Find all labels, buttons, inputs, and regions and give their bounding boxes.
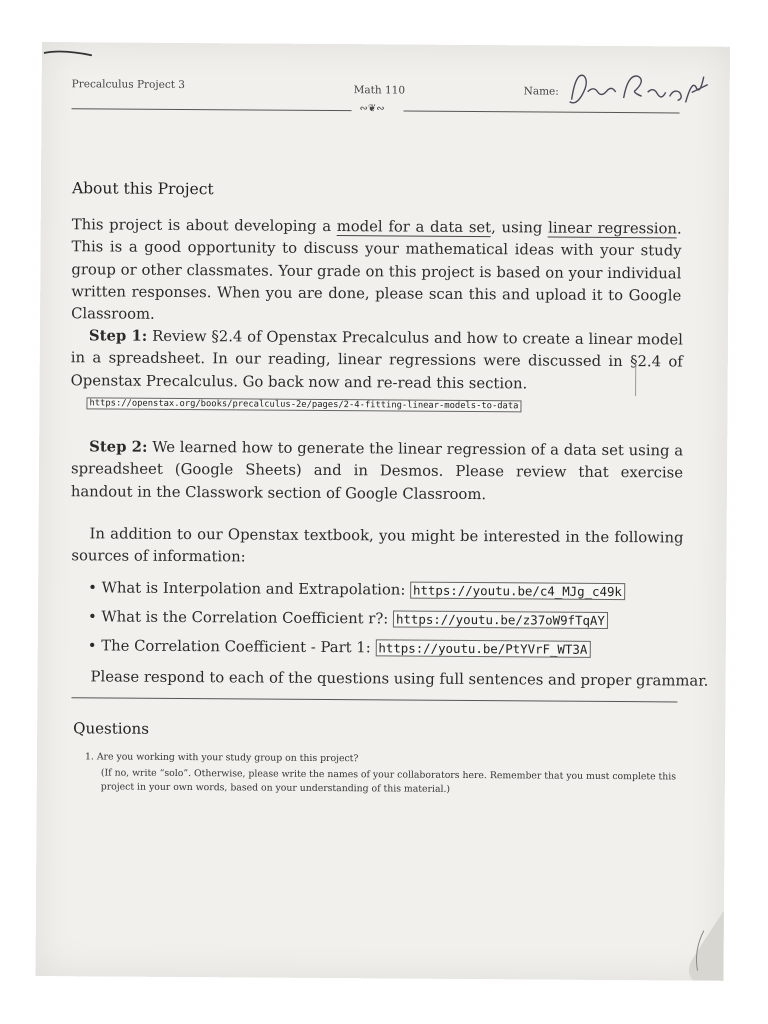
- signature: [562, 62, 712, 113]
- step1-url[interactable]: https://openstax.org/books/precalculus-2e/pages/2-4-fitting-linear-models-to-data: [86, 397, 521, 412]
- question-item: [85, 750, 685, 768]
- regression-phrase: linear regression: [548, 219, 678, 238]
- source-url[interactable]: https://youtu.be/c4_MJg_c49k: [410, 582, 625, 600]
- question-note: (If no, write “solo”. Otherwise, please write the names of your collaborators here. Remember that you must complete this project in your own words, based on your understanding of this material.): [100, 767, 677, 795]
- header-rule-left: [72, 108, 352, 111]
- step1-paragraph: [71, 325, 683, 396]
- document-page: [35, 42, 730, 981]
- step1-text: Review §2.4 of Openstax Precalculus and how to create a linear model in a spreadsheet. In our reading, linear regressions were discussed in §2.4 of Openstax Precalculus. Go back now and re-read this section.: [70, 327, 683, 392]
- page-corner-curl: [663, 910, 723, 980]
- source-item: [88, 608, 608, 629]
- model-phrase: model for a data set: [336, 218, 492, 237]
- header-left: Precalculus Project 3: [71, 78, 186, 91]
- step2-paragraph: [71, 436, 683, 507]
- question-number: 1.: [84, 751, 94, 763]
- sources-intro: In addition to our Openstax textbook, you might be interested in the following sources of information:: [71, 525, 684, 566]
- source-text: What is the Correlation Coefficient r?:: [101, 608, 394, 628]
- bullet-icon: •: [87, 608, 97, 626]
- name-label: Name:: [523, 85, 559, 98]
- source-item: [88, 637, 591, 658]
- step2-label: Step 2:: [89, 438, 148, 456]
- bullet-icon: •: [88, 579, 97, 597]
- about-paragraph: [71, 214, 682, 330]
- about-text-3: . This is a good opportunity to discuss your mathematical ideas with your study group or other classmates. Your grade on this project is based on your individual written responses. When you are done, please scan this and upload it to Google Classroom.: [71, 220, 682, 323]
- questions-heading: Questions: [73, 719, 150, 738]
- pen-mark: [42, 46, 94, 58]
- respond-instruction: Please respond to each of the questions using full sentences and proper grammar.: [90, 668, 709, 690]
- about-heading: About this Project: [71, 179, 214, 199]
- question-text: Are you working with your study group on this project?: [96, 751, 359, 765]
- section-rule: [71, 697, 677, 702]
- pencil-mark: [632, 362, 640, 398]
- source-text: What is Interpolation and Extrapolation:: [101, 579, 411, 599]
- source-item: [88, 579, 625, 600]
- step2-text: We learned how to generate the linear regression of a data set using a spreadsheet (Google Sheets) and in Desmos. Please review that exercise handout in the Classwork section of Google Classroom.: [70, 438, 684, 503]
- source-text: The Correlation Coefficient - Part 1:: [101, 637, 376, 657]
- header-center: Math 110: [353, 84, 406, 97]
- step1-label: Step 1:: [88, 327, 148, 345]
- bullet-icon: •: [87, 637, 97, 655]
- source-url[interactable]: https://youtu.be/PtYVrF_WT3A: [375, 639, 590, 657]
- about-text-1: This project is about developing a: [71, 216, 337, 236]
- about-text-2: , using: [491, 219, 549, 237]
- source-url[interactable]: https://youtu.be/z37oW9fTqAY: [393, 610, 608, 628]
- header-ornament: ∾❦∾: [359, 103, 385, 115]
